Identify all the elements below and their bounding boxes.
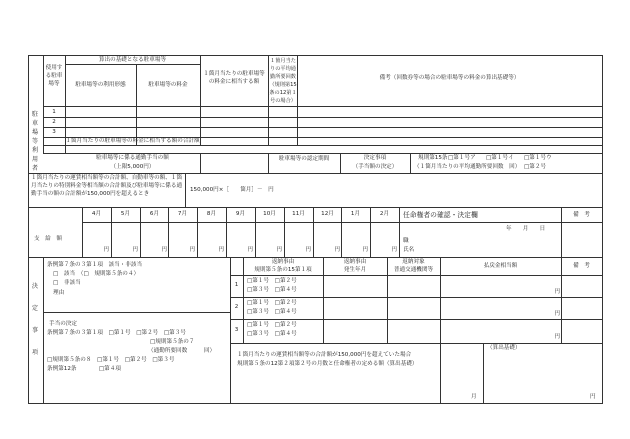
month-yen: 円 [247, 247, 253, 253]
ret-reason-header: 返納事由 [271, 259, 295, 265]
ret-amount-header: 払戻金相当額 [483, 263, 518, 269]
line [230, 275, 602, 276]
month-yen: 円 [132, 247, 138, 253]
allow-title: 手当の決定 [49, 321, 77, 327]
row-num-3: 3 [52, 129, 56, 135]
month-yen: 円 [189, 247, 195, 253]
month-label: 12月 [321, 211, 334, 217]
month-yen: 円 [305, 247, 311, 253]
allow-line5[interactable]: 条例第12条 □第４項 [47, 366, 121, 372]
cert-period-label: 駐車場等の認定期間 [278, 156, 330, 162]
ret-target-header: 返納対象 [402, 259, 425, 265]
bottom-text-2: 規則第５条の12第２項第２号の月数と任命権者の定める額（算出基礎） [237, 361, 418, 367]
art7-opt2[interactable]: □ 非該当 [53, 280, 81, 286]
sec4-vert-4: 項 [31, 349, 38, 356]
shimei-label: 氏名 [403, 247, 415, 253]
rule-opt-1b[interactable]: □第１号イ [486, 155, 514, 161]
rule-sub: （１箇月当たりの平均通勤所要回数 回） [414, 164, 521, 170]
rule-opt-1a[interactable]: □第１号ア [448, 155, 476, 161]
col-monthly-header: １箇月当たりの駐車場等の料金に相当する額 [203, 71, 265, 85]
line [136, 64, 137, 145]
line [230, 343, 602, 344]
allow-line2[interactable]: □規則第５条の７ [150, 339, 195, 345]
month-label: 5月 [120, 211, 131, 217]
allow-line4[interactable]: □規則第５条の８ □第１号 □第２号 □第３号 [47, 357, 175, 363]
art7-reason: 理由 [53, 290, 65, 296]
line [602, 207, 603, 257]
line [28, 173, 603, 174]
sec2-formula: 150,000円×［ 箇月］－ 円 [190, 187, 274, 193]
col-remarks-header: 備考（回数券等の場合の駐車場等の料金の算出基礎等） [379, 75, 520, 81]
line [200, 55, 201, 145]
ret-row-num-3: 3 [234, 327, 239, 333]
month-label: 6月 [149, 211, 160, 217]
col-form-header: 駐車場等の利用形態 [75, 82, 126, 88]
sec2-text: １箇月当たりの運賃相当額等の合計額、自動車等の額、１箇月当たりの特別料金等相当額の合計額及び駐車場等に係る通勤手当の額の合計額が150,000円を超えるとき [31, 175, 183, 197]
ret-row-3-a[interactable]: □第１号 □第２号 [247, 322, 297, 328]
sec2-bottom-border [28, 207, 603, 208]
line [200, 153, 201, 173]
line [399, 207, 400, 257]
line [230, 297, 602, 298]
sec3-bikou: 備 考 [573, 212, 590, 218]
sec4-vert-1: 決 [31, 283, 38, 290]
line [43, 127, 602, 128]
sec3-label: 支 給 額 [34, 236, 62, 242]
line [185, 173, 186, 207]
row-num-2: 2 [52, 119, 56, 125]
bottom-month: 月 [471, 394, 477, 400]
line [297, 55, 298, 145]
allowance-label: 駐車場等に係る通勤手当の額 [96, 155, 169, 161]
month-label: 8月 [206, 211, 217, 217]
month-label: 1月 [350, 211, 361, 217]
line [43, 257, 44, 403]
allow-line1: 条例第７条の３第１項 □第１号 □第２号 □第３号 [47, 330, 186, 336]
ret-row-2-b[interactable]: □第３号 □第４号 [247, 309, 297, 315]
line [43, 153, 602, 154]
ret-row-2-a[interactable]: □第１号 □第２号 [247, 300, 297, 306]
ret-row-num-1: 1 [234, 282, 239, 288]
rule-opt-1c[interactable]: □第１号ウ [524, 155, 552, 161]
art7-line: 条例第７条の３第１項 該当・非該当 [47, 262, 143, 268]
ret-reason-sub: 規則第５条の15第１項 [254, 267, 312, 273]
rule-label: 規則第15条 [418, 155, 448, 161]
row-num-1: 1 [52, 109, 56, 115]
ret-row-1-yen: 円 [554, 289, 560, 295]
line [28, 207, 29, 257]
allow-line3: （通勤所要回数 回） [148, 348, 216, 354]
ret-date-sub: 発生年月 [343, 267, 367, 273]
line [483, 343, 484, 403]
month-label: 9月 [235, 211, 246, 217]
calc-basis-label: （算出基礎） [487, 345, 521, 351]
ret-row-1-b[interactable]: □第３号 □第４号 [247, 287, 297, 293]
month-yen: 円 [362, 247, 368, 253]
decision-item: 決定事項 [363, 155, 387, 161]
line [65, 64, 200, 65]
line [230, 319, 602, 320]
col-shiyou-header: 使用する駐車場等 [45, 65, 63, 87]
sec1-left-border [28, 55, 29, 207]
sec4-bottom-border [28, 403, 603, 404]
line [43, 312, 230, 313]
allowance-limit: （上限5,000円） [110, 164, 155, 170]
decision-item2: （手当額の決定） [352, 164, 398, 170]
line [43, 106, 602, 107]
month-yen: 円 [161, 247, 167, 253]
month-label: 4月 [91, 211, 102, 217]
line [440, 343, 441, 403]
ret-target-sub: 普通交通機関等 [393, 267, 434, 273]
line [82, 222, 602, 223]
confirm-title: 任命権者の確認・決定欄 [403, 211, 478, 219]
month-yen: 円 [103, 247, 109, 253]
art7-opt1[interactable]: □ 該当 （□ 規則第５条の４） [53, 271, 140, 277]
bottom-text-1: １箇月当たりの運賃相当額等の合計額が150,000円を超えていた場合 [237, 352, 412, 358]
ret-bikou-header: 備 考 [573, 263, 590, 269]
month-label: 2月 [379, 211, 390, 217]
month-label: 11月 [292, 211, 305, 217]
shoku-label: 職 [403, 238, 409, 244]
ret-row-num-2: 2 [234, 304, 239, 310]
ret-row-3-b[interactable]: □第３号 □第４号 [247, 331, 297, 337]
month-yen: 円 [218, 247, 224, 253]
line [28, 257, 29, 404]
confirm-date: 年 月 日 [506, 226, 546, 232]
sec1-left-vertical: 駐車場等利用者 [31, 111, 38, 172]
month-label: 7月 [177, 211, 188, 217]
ret-row-3-yen: 円 [554, 334, 560, 340]
col-fee-header: 駐車場等の料金 [148, 82, 188, 88]
line [43, 145, 602, 146]
ret-row-2-yen: 円 [554, 311, 560, 317]
sec4-vert-3: 事 [31, 327, 38, 334]
line [43, 117, 602, 118]
rule-opt-2[interactable]: □第２号 [524, 164, 547, 170]
group-header: 算出の基礎となる駐車場等 [98, 57, 167, 63]
bottom-yen: 円 [590, 394, 596, 400]
month-yen: 円 [276, 247, 282, 253]
col-avgdays-header: １箇月当たりの平均通勤所要回数（規則第15条の12第１号の場合） [269, 58, 297, 104]
total-label: １箇月当たりの駐車場等の料金に相当する額の合計額 [65, 138, 200, 144]
line [602, 257, 603, 404]
ret-date-header: 返納事由 [343, 259, 367, 265]
ret-row-1-a[interactable]: □第１号 □第２号 [247, 278, 297, 284]
month-yen: 円 [391, 247, 397, 253]
line [410, 153, 411, 173]
month-label: 10月 [263, 211, 276, 217]
sec1-right-border [602, 55, 603, 207]
sec4-vert-2: 定 [31, 305, 38, 312]
month-yen: 円 [334, 247, 340, 253]
